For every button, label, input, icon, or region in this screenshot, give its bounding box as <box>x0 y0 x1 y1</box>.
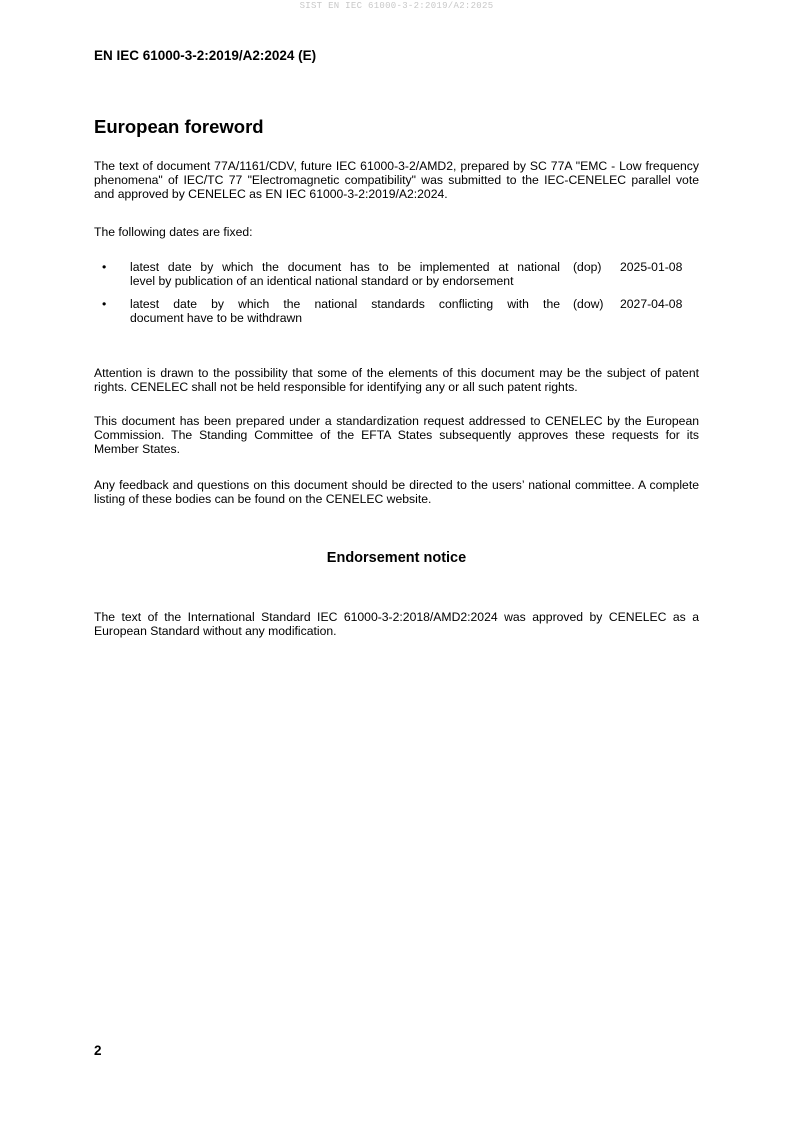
date-item-date: 2027-04-08 <box>620 297 683 311</box>
foreword-paragraph-5: Any feedback and questions on this document should be directed to the users’ national committee. A complete listing of these bodies can be found on the CENELEC website. <box>94 478 699 506</box>
endorsement-paragraph: The text of the International Standard IEC 61000-3-2:2018/AMD2:2024 was approved by CENELEC as a European Standard without any modification. <box>94 610 699 638</box>
bullet-icon: • <box>102 297 107 311</box>
date-item-date: 2025-01-08 <box>620 260 683 274</box>
date-item-description <box>130 260 560 288</box>
foreword-paragraph-3: Attention is drawn to the possibility that some of the elements of this document may be the subject of patent rights. CENELEC shall not be held responsible for identifying any or all such patent rights. <box>94 366 699 394</box>
date-item-code: (dop) <box>573 260 602 274</box>
foreword-paragraph-1: The text of document 77A/1161/CDV, future IEC 61000-3-2/AMD2, prepared by SC 77A "EMC - Low frequency phenomena" of IEC/TC 77 "Electromagnetic compatibility" was submitted to the IEC-CENELEC parallel vote and approved by CENELEC as EN IEC 61000-3-2:2019/A2:2024. <box>94 159 699 201</box>
date-item-description-line1: latest date by which the national standards conflicting with the <box>130 297 560 311</box>
bullet-icon: • <box>102 260 107 274</box>
foreword-paragraph-4: This document has been prepared under a standardization request addressed to CENELEC by the European Commission. The Standing Committee of the EFTA States subsequently approves these requests for its Member States. <box>94 414 699 456</box>
page-number: 2 <box>94 1043 102 1058</box>
endorsement-heading: Endorsement notice <box>326 550 467 566</box>
document-id: EN IEC 61000-3-2:2019/A2:2024 (E) <box>94 48 317 63</box>
date-item-code: (dow) <box>573 297 604 311</box>
foreword-paragraph-2: The following dates are fixed: <box>94 225 253 239</box>
date-item-description <box>130 297 560 325</box>
date-item-description-line1: latest date by which the document has to be implemented at national <box>130 260 560 274</box>
date-item-description-line2: document have to be withdrawn <box>130 311 303 325</box>
foreword-heading: European foreword <box>94 116 264 137</box>
date-item-description-line2: level by publication of an identical national standard or by endorsement <box>130 274 514 288</box>
watermark: SIST EN IEC 61000-3-2:2019/A2:2025 <box>299 1 494 11</box>
